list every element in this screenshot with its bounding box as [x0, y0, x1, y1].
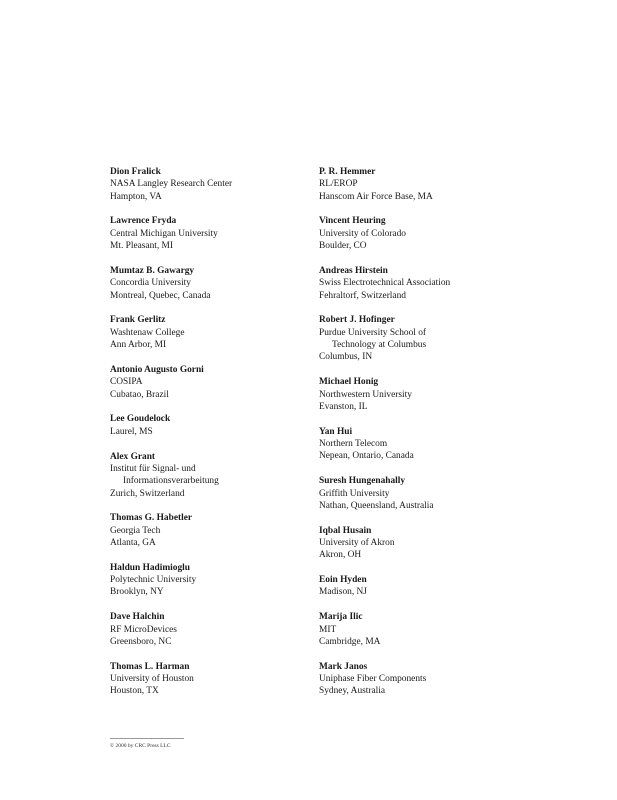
contributor-affiliation-line: Central Michigan University: [110, 228, 218, 239]
contributor-name: Haldun Hadimioglu: [110, 562, 190, 573]
contributor-affiliation-line: Griffith University: [319, 488, 390, 499]
contributor-affiliation-line: Technology at Columbus: [332, 340, 427, 351]
contributor-name: Mumtaz B. Gawargy: [110, 265, 195, 276]
contributor-name: Alex Grant: [110, 451, 156, 462]
contributor-entry: [319, 265, 529, 302]
contributor-affiliation-line: Purdue University School of: [319, 327, 427, 338]
contributor-affiliation-line: Columbus, IN: [319, 352, 373, 363]
contributor-affiliation-line: Washtenaw College: [110, 327, 185, 338]
contributor-affiliation-line: Houston, TX: [110, 686, 159, 697]
contributor-affiliation-line: Montreal, Quebec, Canada: [110, 290, 211, 301]
contributor-name: Mark Janos: [319, 661, 368, 672]
contributor-affiliation-line: Institut für Signal- und: [110, 463, 196, 474]
contributor-entry: [110, 166, 310, 203]
contributor-affiliation-line: University of Houston: [110, 674, 194, 685]
contributor-entry: [319, 426, 529, 463]
contributor-affiliation-line: COSIPA: [110, 377, 143, 388]
contributor-affiliation-line: Cambridge, MA: [319, 636, 381, 647]
contributor-affiliation-line: Ann Arbor, MI: [110, 340, 167, 351]
contributor-name: Vincent Heuring: [319, 216, 386, 227]
contributor-entry: [110, 265, 310, 302]
contributor-affiliation-line: Atlanta, GA: [110, 537, 156, 548]
contributor-entry: [110, 611, 310, 648]
contributor-affiliation-line: Boulder, CO: [319, 241, 367, 252]
contributor-affiliation-line: Informationsverarbeitung: [123, 476, 219, 487]
contributor-affiliation-line: University of Akron: [319, 537, 395, 548]
contributor-entry: [110, 661, 310, 698]
contributor-name: Michael Honig: [319, 377, 379, 388]
contributor-affiliation-line: Cubatao, Brazil: [110, 389, 169, 400]
contributor-entry: [110, 562, 310, 599]
contributors-left-column: [110, 166, 310, 710]
contributor-affiliation-line: Laurel, MS: [110, 426, 153, 437]
contributor-affiliation-line: Uniphase Fiber Components: [319, 674, 427, 685]
contributor-name: Dave Halchin: [110, 612, 165, 623]
contributor-entry: [319, 376, 529, 413]
contributor-affiliation-line: Polytechnic University: [110, 575, 197, 586]
contributor-name: Dion Fralick: [110, 167, 161, 177]
contributor-entry: [110, 413, 310, 438]
contributor-affiliation-line: Georgia Tech: [110, 525, 161, 536]
contributor-entry: [110, 314, 310, 351]
contributor-affiliation-line: Northern Telecom: [319, 439, 388, 450]
contributor-entry: [319, 574, 529, 599]
contributor-entry: [319, 166, 529, 203]
contributor-name: Thomas L. Harman: [110, 661, 190, 672]
contributor-entry: [319, 314, 529, 363]
contributors-right-column: [319, 166, 529, 710]
contributor-name: Yan Hui: [319, 426, 353, 437]
contributor-name: Frank Gerlitz: [110, 315, 166, 326]
contributor-affiliation-line: Madison, NJ: [319, 587, 367, 598]
contributor-entry: [110, 512, 310, 549]
contributor-name: Lee Goudelock: [110, 414, 171, 425]
contributor-affiliation-line: Sydney, Australia: [319, 686, 386, 697]
contributor-entry: [319, 525, 529, 562]
contributor-name: Andreas Hirstein: [319, 265, 388, 276]
contributor-entry: [319, 661, 529, 698]
contributor-entry: [110, 215, 310, 252]
contributor-name: Antonio Augusto Gorni: [110, 364, 204, 375]
contributor-affiliation-line: RL/EROP: [319, 179, 358, 190]
contributor-affiliation-line: Mt. Pleasant, MI: [110, 241, 174, 252]
contributor-name: Suresh Hungenahally: [319, 476, 406, 487]
contributor-affiliation-line: Nathan, Queensland, Australia: [319, 500, 434, 511]
contributor-affiliation-line: Evanston, IL: [319, 401, 368, 412]
contributor-affiliation-line: Brooklyn, NY: [110, 587, 164, 598]
copyright-notice: © 2000 by CRC Press LLC: [110, 743, 171, 749]
contributor-affiliation-line: University of Colorado: [319, 228, 406, 239]
contributor-entry: [110, 451, 310, 500]
contributor-entry: [110, 364, 310, 401]
contributor-affiliation-line: Fehraltorf, Switzerland: [319, 290, 406, 301]
footer-divider: [110, 738, 184, 739]
contributor-name: Robert J. Hofinger: [319, 315, 395, 326]
contributor-affiliation-line: RF MicroDevices: [110, 624, 177, 635]
contributor-affiliation-line: Swiss Electrotechnical Association: [319, 278, 451, 289]
contributor-affiliation-line: Zurich, Switzerland: [110, 488, 185, 499]
contributor-affiliation-line: Akron, OH: [319, 550, 362, 561]
contributor-entry: [319, 611, 529, 648]
contributor-affiliation-line: Hanscom Air Force Base, MA: [319, 191, 433, 202]
contributor-name: Thomas G. Habetler: [110, 513, 193, 524]
contributor-name: Iqbal Husain: [319, 525, 372, 536]
contributor-name: Marija Ilic: [319, 612, 363, 623]
contributor-affiliation-line: Nepean, Ontario, Canada: [319, 451, 414, 462]
contributor-affiliation-line: NASA Langley Research Center: [110, 179, 233, 190]
contributor-name: Eoin Hyden: [319, 575, 367, 586]
contributor-affiliation-line: Concordia University: [110, 278, 191, 289]
contributor-entry: [319, 215, 529, 252]
contributor-name: Lawrence Fryda: [110, 216, 177, 227]
contributor-name: P. R. Hemmer: [319, 167, 376, 177]
contributor-affiliation-line: MIT: [319, 624, 337, 635]
contributor-affiliation-line: Hampton, VA: [110, 191, 162, 202]
contributor-affiliation-line: Greensboro, NC: [110, 636, 172, 647]
contributor-entry: [319, 475, 529, 512]
contributor-affiliation-line: Northwestern University: [319, 389, 412, 400]
